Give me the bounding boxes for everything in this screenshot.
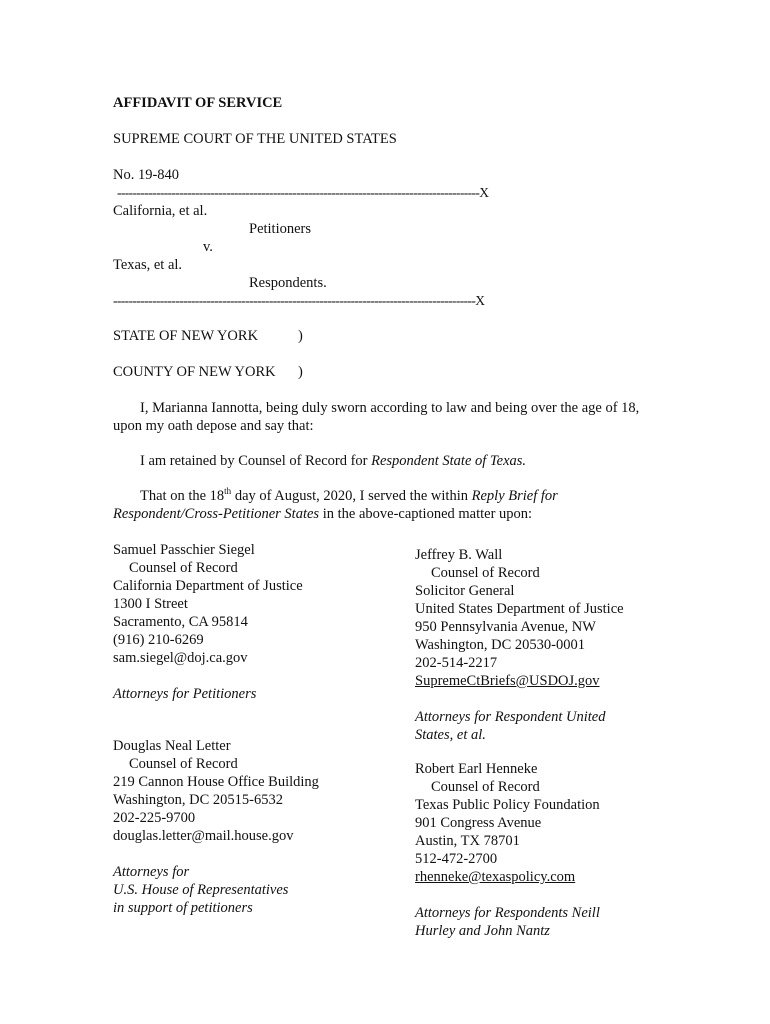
- counsel-address-line1: 950 Pennsylvania Avenue, NW: [415, 619, 596, 635]
- served-document: Reply Brief for Respondent/Cross-Petitioner States: [113, 488, 558, 522]
- venue-county-paren: ): [298, 364, 303, 380]
- counsel-email[interactable]: SupremeCtBriefs@USDOJ.gov: [415, 673, 600, 689]
- venue-state: STATE OF NEW YORK: [113, 328, 259, 344]
- counsel-title: Solicitor General: [415, 583, 515, 599]
- counsel-attorneys-for: Attorneys for Petitioners: [113, 686, 257, 702]
- counsel-phone: 202-225-9700: [113, 810, 196, 826]
- service-text-b: day of August, 2020, I served the within: [231, 488, 472, 504]
- venue-state-paren: ): [298, 328, 303, 344]
- respondent-role: Respondents.: [249, 275, 327, 291]
- counsel-address-line1: 219 Cannon House Office Building: [113, 774, 319, 790]
- retained-party: Respondent State of Texas.: [371, 453, 527, 469]
- counsel-attorneys-for-line2: States, et al.: [415, 727, 486, 743]
- counsel-org: California Department of Justice: [113, 578, 303, 594]
- counsel-name: Samuel Passchier Siegel: [113, 542, 255, 558]
- respondent-party: Texas, et al.: [113, 257, 183, 273]
- counsel-attorneys-for: Attorneys for Respondents Neill: [415, 905, 600, 921]
- counsel-phone: 202-514-2217: [415, 655, 498, 671]
- counsel-address-line2: Washington, DC 20530-0001: [415, 637, 586, 653]
- counsel-phone: 512-472-2700: [415, 851, 498, 867]
- service-list-left: [113, 541, 303, 703]
- counsel-attorneys-for: Attorneys for Respondent United: [415, 709, 606, 725]
- service-text-a: That on the 18: [140, 488, 225, 504]
- counsel-role: Counsel of Record: [129, 756, 238, 772]
- counsel-attorneys-for-line2: U.S. House of Representatives: [113, 882, 289, 898]
- petitioner-party: California, et al.: [113, 203, 208, 219]
- service-list-right: [415, 546, 624, 744]
- counsel-name: Douglas Neal Letter: [113, 738, 231, 754]
- document-title: AFFIDAVIT OF SERVICE: [113, 95, 283, 111]
- counsel-org: Texas Public Policy Foundation: [415, 797, 600, 813]
- counsel-address-line2: Austin, TX 78701: [415, 833, 520, 849]
- service-list-left-2: [113, 737, 319, 917]
- counsel-address-line1: 1300 I Street: [113, 596, 188, 612]
- counsel-role: Counsel of Record: [129, 560, 238, 576]
- counsel-email: sam.siegel@doj.ca.gov: [113, 650, 248, 666]
- counsel-email: douglas.letter@mail.house.gov: [113, 828, 294, 844]
- counsel-email[interactable]: rhenneke@texaspolicy.com: [415, 869, 576, 885]
- service-text-c: in the above-captioned matter upon:: [319, 506, 533, 522]
- versus-label: v.: [203, 239, 213, 255]
- counsel-name: Robert Earl Henneke: [415, 761, 538, 777]
- counsel-address-line2: Sacramento, CA 95814: [113, 614, 248, 630]
- counsel-attorneys-for-line2: Hurley and John Nantz: [415, 923, 550, 939]
- counsel-role: Counsel of Record: [431, 565, 540, 581]
- ordinal-suffix: th: [224, 486, 232, 497]
- service-paragraph: [113, 487, 653, 523]
- affiant-paragraph: I, Marianna Iannotta, being duly sworn according to law and being over the age of 18, upon my oath depose and say that:: [113, 400, 640, 434]
- counsel-attorneys-for-line3: in support of petitioners: [113, 900, 253, 916]
- caption-rule-bottom: ---------------------------------------------------------------------------------------------X: [113, 293, 485, 308]
- counsel-phone: (916) 210-6269: [113, 632, 204, 648]
- service-list-right-2: [415, 760, 600, 940]
- counsel-name: Jeffrey B. Wall: [415, 547, 503, 563]
- caption-rule-top: ---------------------------------------------------------------------------------------------X: [117, 185, 489, 200]
- petitioner-role: Petitioners: [249, 221, 312, 237]
- court-name: SUPREME COURT OF THE UNITED STATES: [113, 131, 397, 147]
- counsel-attorneys-for: Attorneys for: [113, 864, 190, 880]
- retained-text: I am retained by Counsel of Record for: [140, 453, 372, 469]
- counsel-org: United States Department of Justice: [415, 601, 624, 617]
- retained-paragraph: [113, 452, 653, 470]
- case-number: No. 19-840: [113, 167, 180, 183]
- counsel-address-line2: Washington, DC 20515-6532: [113, 792, 284, 808]
- venue-county: COUNTY OF NEW YORK: [113, 364, 276, 380]
- counsel-role: Counsel of Record: [431, 779, 540, 795]
- counsel-address-line1: 901 Congress Avenue: [415, 815, 542, 831]
